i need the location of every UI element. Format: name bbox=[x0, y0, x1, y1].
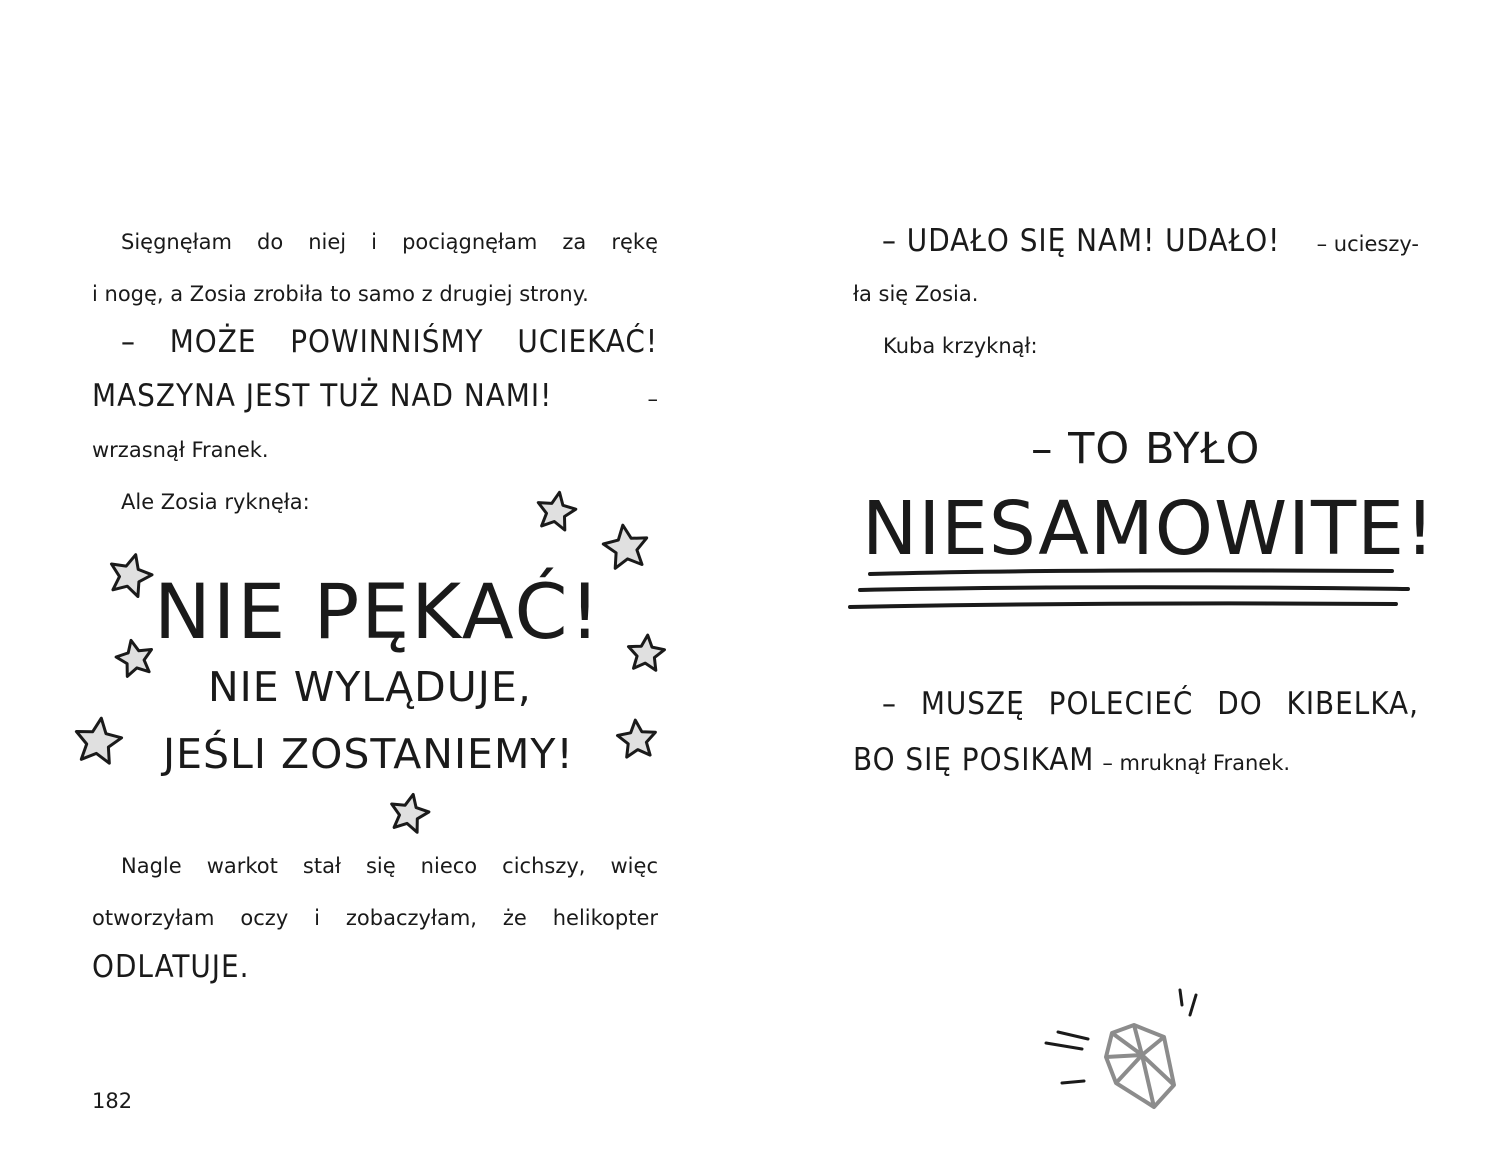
shout-text: MASZYNA JEST TUŻ NAD NAMI! bbox=[92, 378, 553, 414]
paragraph-line: Sięgnęłam do niej i pociągnęłam za rękę bbox=[121, 230, 658, 254]
shout-line: – MOŻE POWINNIŚMY UCIEKAĆ! bbox=[121, 324, 658, 360]
shout-line: – MUSZĘ POLECIEĆ DO KIBELKA, bbox=[882, 686, 1419, 722]
paragraph-line: Kuba krzyknął: bbox=[883, 334, 1038, 358]
gem-icon bbox=[1042, 985, 1212, 1115]
page-number: 182 bbox=[92, 1089, 133, 1113]
paragraph-line: i nogę, a Zosia zrobiła to samo z drugiej strony. bbox=[92, 282, 589, 306]
big-shout-line1: – TO BYŁO bbox=[1031, 424, 1261, 474]
paragraph-line: wrzasnął Franek. bbox=[92, 438, 269, 462]
paragraph-line: Ale Zosia ryknęła: bbox=[121, 490, 310, 514]
star-icon bbox=[603, 525, 646, 568]
shout-line bbox=[853, 742, 1290, 778]
shout-line bbox=[853, 223, 1419, 259]
paragraph-line: ła się Zosia. bbox=[853, 282, 979, 306]
star-icon bbox=[76, 718, 121, 763]
big-shout-line1: NIE PĘKAĆ! bbox=[154, 567, 602, 656]
big-shout-line3: JEŚLI ZOSTANIEMY! bbox=[163, 730, 574, 778]
star-icon bbox=[618, 720, 656, 757]
paragraph-line: Nagle warkot stał się nieco cichszy, więc bbox=[121, 854, 658, 878]
shout-tail: – mruknął Franek. bbox=[1102, 751, 1291, 775]
star-icon bbox=[538, 492, 576, 530]
big-shout-line2: NIE WYLĄDUJE, bbox=[208, 663, 532, 711]
star-icon bbox=[392, 794, 429, 832]
paragraph-line: otworzyłam oczy i zobaczyłam, że helikopter bbox=[92, 906, 658, 930]
big-shout-line2: NIESAMOWITE! bbox=[862, 486, 1436, 572]
shout-tail: – ucieszy- bbox=[1316, 232, 1419, 256]
shout-text: BO SIĘ POSIKAM bbox=[853, 742, 1095, 778]
dash: – bbox=[647, 387, 658, 411]
right-page bbox=[756, 0, 1512, 1169]
shout-text: – UDAŁO SIĘ NAM! UDAŁO! bbox=[882, 223, 1281, 259]
shout-word: ODLATUJE. bbox=[92, 949, 250, 985]
underline-decoration bbox=[846, 565, 1426, 615]
